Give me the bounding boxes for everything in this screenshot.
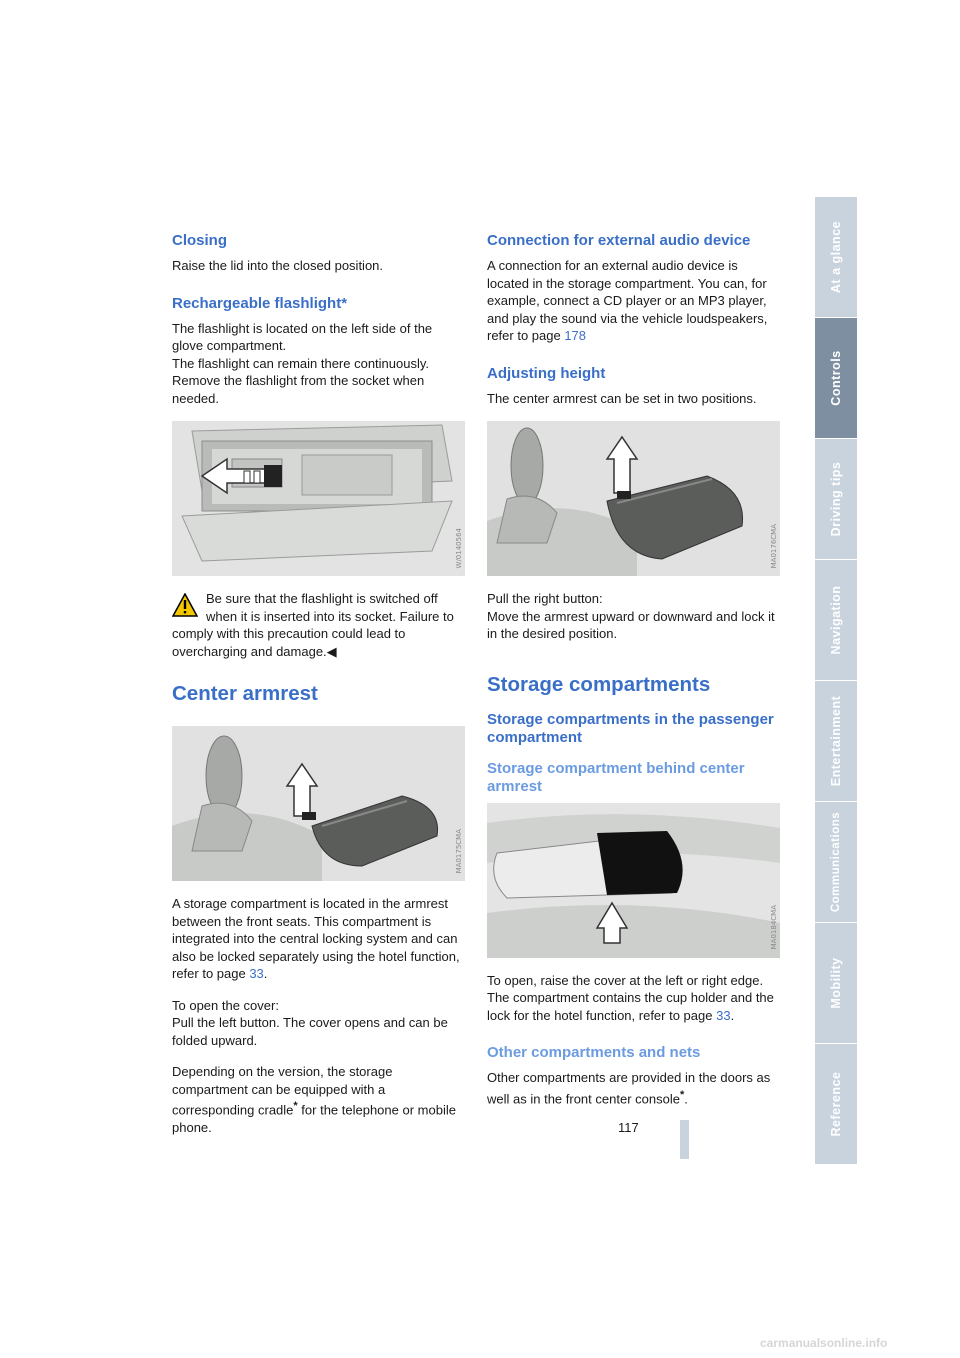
closing-text: Raise the lid into the closed position. [172,258,384,273]
armrest-height-illustration [487,421,780,576]
other-compartments-heading: Other compartments and nets [487,1044,701,1061]
center-armrest-illustration [172,726,465,881]
open-cover-text: To open the cover: Pull the left button. The cover opens and can be folded upward. [172,997,448,1048]
adjusting-height-text: The center armrest can be set in two positions. [487,390,757,406]
storage-compartments-heading: Storage compartments [487,672,711,696]
flashlight-heading: Rechargeable flashlight* [172,294,348,312]
chapter-tabs [815,197,857,1165]
tab-navigation[interactable]: Navigation [815,560,857,681]
warning-icon [172,593,198,617]
audio-text: A connection for an external audio device is located in the storage compartment. You can, for example, connect a CD player or an MP3 player, and play the sound via the vehicle loudspeakers, refer to page 178 [487,258,768,343]
tab-controls[interactable]: Controls [815,318,857,439]
page-number-bar [680,1120,689,1159]
behind-armrest-heading: Storage compartment behind center armrest [487,759,745,795]
other-compartments-text: Other compartments are provided in the doors as well as in the front center console*. [487,1070,771,1106]
armrest-drawing [172,726,465,881]
optional-equipment-star: * [679,1088,685,1101]
passenger-compartment-heading: Storage compartments in the passenger compartment [487,710,774,746]
glovebox-drawing [172,421,465,576]
right-column [487,232,780,1121]
tab-communications[interactable]: Communications [815,802,857,923]
tab-reference[interactable]: Reference [815,1044,857,1165]
armrest-height-drawing [487,421,780,576]
rear-compartment-illustration [487,803,780,958]
behind-armrest-text: To open, raise the cover at the left or right edge. The compartment contains the cup holder and the lock for the hotel function, refer to page 33. [487,972,774,1023]
warning-text: when it is inserted into its socket. Failure to comply with this precaution could lead to overcharging and damage.◀ [172,608,454,659]
flashlight-text-1: The flashlight is located on the left side of the glove compartment. [172,320,433,353]
center-armrest-heading: Center armrest [172,682,318,705]
watermark: carmanualsonline.info [760,1336,888,1350]
page-link-33[interactable]: 33 [716,1007,731,1023]
figure-code: W/0140564 [455,527,463,568]
figure-code: MA0175CMA [455,828,463,873]
audio-heading: Connection for external audio device [487,232,751,249]
tab-entertainment[interactable]: Entertainment [815,681,857,802]
flashlight-text-2: The flashlight can remain there continuously. Remove the flashlight from the socket when needed. [172,355,430,406]
version-text: Depending on the version, the storage compartment can be equipped with a corresponding cradle* for the telephone or mobile phone. [172,1064,456,1135]
tab-driving-tips[interactable]: Driving tips [815,439,857,560]
closing-heading: Closing [172,232,227,249]
armrest-text: A storage compartment is located in the armrest between the front seats. This compartment is integrated into the central locking system and can also be locked separately using the hotel function, refer to page 33. [172,896,460,981]
left-column [172,232,465,1150]
page-link-178[interactable]: 178 [564,328,587,343]
rear-compartment-drawing [487,803,780,958]
pull-button-text: Pull the right button: Move the armrest upward or downward and lock it in the desired position. [487,591,775,641]
end-mark: ◀ [326,643,337,659]
warning-line-1: Be sure that the flashlight is switched off [206,591,438,606]
warning-note [172,590,465,660]
figure-code: MA0176CMA [770,523,778,568]
figure-code: MA0184CMA [770,905,778,950]
glovebox-flashlight-illustration [172,421,465,576]
page-number: 117 [618,1120,639,1135]
page-link-33[interactable]: 33 [249,966,264,981]
tab-at-a-glance[interactable]: At a glance [815,197,857,318]
tab-mobility[interactable]: Mobility [815,923,857,1044]
adjusting-height-heading: Adjusting height [487,364,606,382]
optional-equipment-star: * [293,1100,298,1112]
